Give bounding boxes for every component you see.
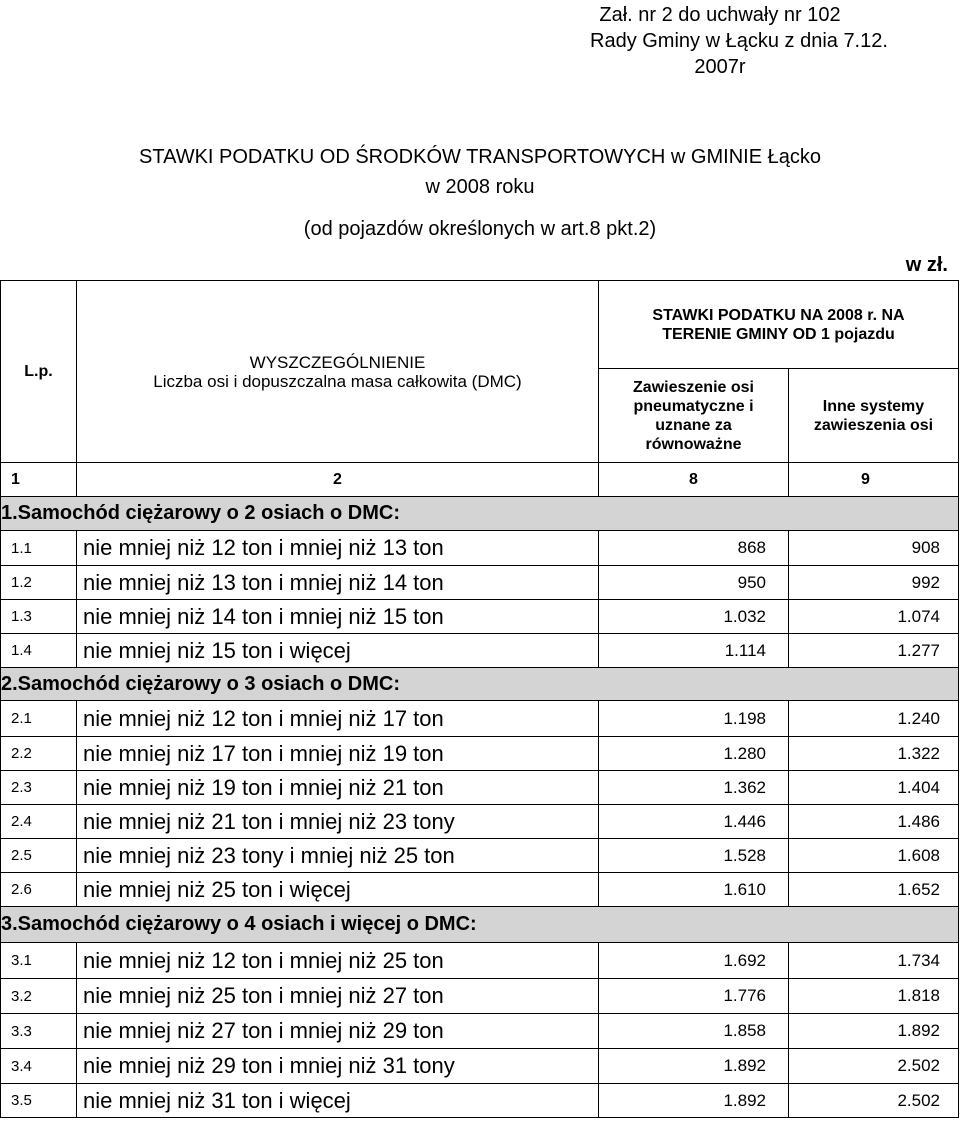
table-row	[1, 1049, 959, 1084]
section-title: 1.Samochód ciężarowy o 2 osiach o DMC:	[1, 497, 959, 531]
table-row	[1, 943, 959, 979]
row-air-rate: 1.198	[599, 701, 789, 737]
section-title: 3.Samochód ciężarowy o 4 osiach i więcej o DMC:	[1, 907, 959, 943]
header-col-air-suspension: Zawieszenie osi pneumatyczne i uznane za równoważne	[599, 369, 789, 463]
row-air-rate: 1.776	[599, 979, 789, 1014]
row-description: nie mniej niż 15 ton i więcej	[77, 634, 599, 668]
currency-unit: w zł.	[905, 254, 948, 276]
row-description: nie mniej niż 19 ton i mniej niż 21 ton	[77, 771, 599, 805]
annex-note	[590, 2, 888, 80]
row-air-rate: 1.032	[599, 600, 789, 634]
row-description: nie mniej niż 29 ton i mniej niż 31 tony	[77, 1049, 599, 1084]
row-lp: 1.2	[1, 566, 77, 600]
row-other-rate: 908	[789, 531, 959, 566]
row-other-rate: 1.652	[789, 873, 959, 907]
annex-line-1: Zał. nr 2 do uchwały nr 102	[599, 4, 841, 26]
table-row	[1, 979, 959, 1014]
table-row	[1, 600, 959, 634]
table-row	[1, 566, 959, 600]
row-air-rate: 868	[599, 531, 789, 566]
header-col-other-suspension: Inne systemy zawieszenia osi	[789, 369, 959, 463]
row-other-rate: 1.734	[789, 943, 959, 979]
header-description-subtitle: Liczba osi i dopuszczalna masa całkowita (DMC)	[153, 371, 522, 391]
col-number: 8	[599, 463, 789, 497]
document-subtitle: (od pojazdów określonych w art.8 pkt.2)	[303, 218, 657, 240]
row-air-rate: 950	[599, 566, 789, 600]
row-other-rate: 1.074	[789, 600, 959, 634]
row-other-rate: 1.486	[789, 805, 959, 839]
row-lp: 2.3	[1, 771, 77, 805]
col-number: 2	[77, 463, 599, 497]
row-description: nie mniej niż 31 ton i więcej	[77, 1084, 599, 1118]
section-row	[1, 497, 959, 531]
row-air-rate: 1.114	[599, 634, 789, 668]
row-description: nie mniej niż 14 ton i mniej niż 15 ton	[77, 600, 599, 634]
table-row	[1, 771, 959, 805]
row-description: nie mniej niż 27 ton i mniej niż 29 ton	[77, 1014, 599, 1049]
row-air-rate: 1.528	[599, 839, 789, 873]
row-other-rate: 1.277	[789, 634, 959, 668]
row-lp: 1.3	[1, 600, 77, 634]
row-other-rate: 992	[789, 566, 959, 600]
row-lp: 1.4	[1, 634, 77, 668]
row-description: nie mniej niż 12 ton i mniej niż 13 ton	[77, 531, 599, 566]
row-description: nie mniej niż 25 ton i więcej	[77, 873, 599, 907]
document-title: STAWKI PODATKU OD ŚRODKÓW TRANSPORTOWYCH w GMINIE Łącko	[139, 146, 821, 168]
row-description: nie mniej niż 17 ton i mniej niż 19 ton	[77, 737, 599, 771]
row-description: nie mniej niż 12 ton i mniej niż 17 ton	[77, 701, 599, 737]
document-title-year: w 2008 roku	[425, 176, 535, 198]
row-lp: 2.1	[1, 701, 77, 737]
row-other-rate: 1.818	[789, 979, 959, 1014]
section-title: 2.Samochód ciężarowy o 3 osiach o DMC:	[1, 668, 959, 701]
tax-rates-table	[0, 280, 959, 1118]
row-lp: 2.4	[1, 805, 77, 839]
section-row	[1, 668, 959, 701]
row-other-rate: 2.502	[789, 1084, 959, 1118]
row-air-rate: 1.692	[599, 943, 789, 979]
table-row	[1, 737, 959, 771]
row-air-rate: 1.892	[599, 1084, 789, 1118]
row-description: nie mniej niż 23 tony i mniej niż 25 ton	[77, 839, 599, 873]
row-air-rate: 1.610	[599, 873, 789, 907]
section-row	[1, 907, 959, 943]
row-lp: 3.2	[1, 979, 77, 1014]
row-other-rate: 1.322	[789, 737, 959, 771]
table-row	[1, 1014, 959, 1049]
row-description: nie mniej niż 12 ton i mniej niż 25 ton	[77, 943, 599, 979]
row-lp: 2.2	[1, 737, 77, 771]
row-description: nie mniej niż 21 ton i mniej niż 23 tony	[77, 805, 599, 839]
annex-line-3: 2007r	[694, 56, 746, 78]
row-other-rate: 1.404	[789, 771, 959, 805]
table-row	[1, 531, 959, 566]
row-other-rate: 2.502	[789, 1049, 959, 1084]
col-number: 9	[789, 463, 959, 497]
table-row	[1, 805, 959, 839]
row-lp: 2.6	[1, 873, 77, 907]
row-lp: 3.1	[1, 943, 77, 979]
row-air-rate: 1.446	[599, 805, 789, 839]
row-lp: 2.5	[1, 839, 77, 873]
row-lp: 3.3	[1, 1014, 77, 1049]
table-row	[1, 839, 959, 873]
row-air-rate: 1.362	[599, 771, 789, 805]
row-description: nie mniej niż 25 ton i mniej niż 27 ton	[77, 979, 599, 1014]
row-air-rate: 1.858	[599, 1014, 789, 1049]
row-other-rate: 1.892	[789, 1014, 959, 1049]
annex-line-2: Rady Gminy w Łącku z dnia 7.12.	[590, 30, 888, 52]
col-number: 1	[1, 463, 77, 497]
row-description: nie mniej niż 13 ton i mniej niż 14 ton	[77, 566, 599, 600]
header-lp: L.p.	[1, 281, 77, 463]
table-row	[1, 873, 959, 907]
row-other-rate: 1.240	[789, 701, 959, 737]
table-row	[1, 634, 959, 668]
header-rates: STAWKI PODATKU NA 2008 r. NA TERENIE GMINY OD 1 pojazdu	[599, 281, 959, 369]
table-row	[1, 1084, 959, 1118]
row-air-rate: 1.280	[599, 737, 789, 771]
row-other-rate: 1.608	[789, 839, 959, 873]
row-lp: 3.5	[1, 1084, 77, 1118]
header-description	[77, 281, 599, 463]
column-numbers-row	[1, 463, 959, 497]
row-lp: 3.4	[1, 1049, 77, 1084]
table-row	[1, 701, 959, 737]
row-air-rate: 1.892	[599, 1049, 789, 1084]
row-lp: 1.1	[1, 531, 77, 566]
header-description-title: WYSZCZEGÓLNIENIE	[249, 352, 426, 372]
